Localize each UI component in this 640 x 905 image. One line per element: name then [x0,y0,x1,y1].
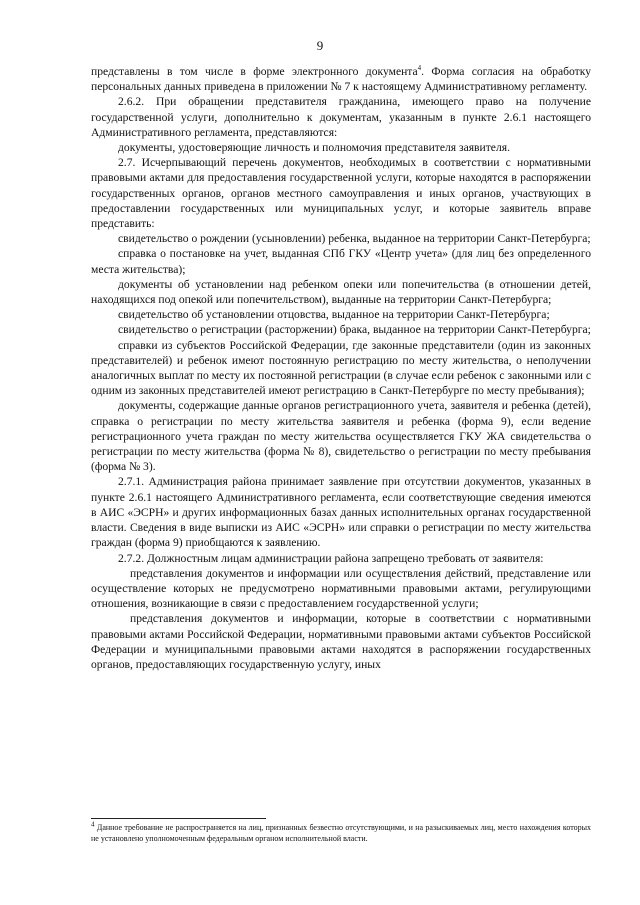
list-item-birth-certificate: свидетельство о рождении (усыновлении) ребенка, выданное на территории Санкт-Петербурга; [118,232,591,246]
footnote [91,820,591,844]
footnote-divider [91,818,266,819]
paragraph-2-7: 2.7. Исчерпывающий перечень документов, необходимых в соответствии с нормативными правовыми актами для предоставления государственной услуги, которые находятся в распоряжении государственных органов, органов местного самоуправления и иных органов, участвующих в предоставлении государственных или муниципальных услуг, и которые заявитель вправе представить: [91,156,591,231]
list-item-guardianship-docs: документы об установлении над ребенком опеки или попечительства (в отношении детей, находящихся под опекой или попечительством), выданные на территории Санкт-Петербурга; [91,277,591,307]
list-item-registration-certificate: справка о постановке на учет, выданная СПб ГКУ «Центр учета» (для лиц без определенного места жительства); [91,247,591,276]
footnote-marker: 4 [91,820,95,829]
list-item-regional-certificates: справки из субъектов Российской Федерации, где законные представители (один из законных представителей) и ребенок имеют постоянную регистрацию по месту жительства, о неполучении аналогичных выплат по месту их постоянной регистрации (в случае если ребенок с законными или с одним из законных представителей имеют регистрацию в Санкт-Петербурге по месту пребывания); [91,338,591,398]
paragraph-2-7-2: 2.7.2. Должностным лицам администрации района запрещено требовать от заявителя: [118,551,544,565]
footnote-ref: 4 [417,64,422,73]
paragraph-identity-docs: документы, удостоверяющие личность и полномочия представителя заявителя. [118,141,510,155]
footnote-text: Данное требование не распространяется на лиц, признанных безвестно отсутствующими, и на разыскиваемых лиц, место нахождения которых не установлено уполномоченным федеральным органом исполнительной власти. [91,823,591,843]
list-item-registration-data: документы, содержащие данные органов регистрационного учета, заявителя и ребенка (детей), справка о регистрации по месту жительства заявителя и ребенка (форма 9), если ведение регистрационного учета граждан по месту жительства осуществляется ГКУ ЖА свидетельства о регистрации по месту жительства (форма № 8), свидетельство о регистрации по месту пребывания (форма № 3). [91,399,591,474]
list-item-prohibited-1: представления документов и информации или осуществления действий, представление или осуществление которых не предусмотрено нормативными правовыми актами, регулирующими отношения, возникающие в связи с предоставлением государственной услуги; [91,566,591,611]
page-number: 9 [316,38,324,53]
list-item-prohibited-2: представления документов и информации, которые в соответствии с нормативными правовыми актами Российской Федерации, нормативными правовыми актами субъектов Российской Федерации и муниципальными правовыми актами находятся в распоряжении государственных органов, предоставляющих государственную услугу, иных [91,612,591,671]
list-item-marriage-certificate: свидетельство о регистрации (расторжении) брака, выданное на территории Санкт-Петербурга; [118,323,591,337]
list-item-paternity-certificate: свидетельство об установлении отцовства, выданное на территории Санкт-Петербурга; [118,308,550,322]
paragraph-2-6-2: 2.6.2. При обращении представителя гражданина, имеющего право на получение государственной услуги, дополнительно к документам, указанным в пункте 2.6.1 настоящего Административного регламента, представляются: [91,95,591,139]
paragraph-2-7-1: 2.7.1. Администрация района принимает заявление при отсутствии документов, указанных в пункте 2.6.1 настоящего Административного регламента, если соответствующие сведения имеются в АИС «ЭСРН» и других информационных базах данных исполнительных органах государственной власти. Сведения в виде выписки из АИС «ЭСРН» или справки о регистрации по месту жительства граждан (форма 9) приобщаются к заявлению. [91,475,591,550]
paragraph-1: представлены в том числе в форме электронного документа$^4$. Форма согласия на обработку персональных данных приведена в приложении № 7 к настоящему Административному регламенту. [91,64,592,94]
body-text [91,64,591,672]
